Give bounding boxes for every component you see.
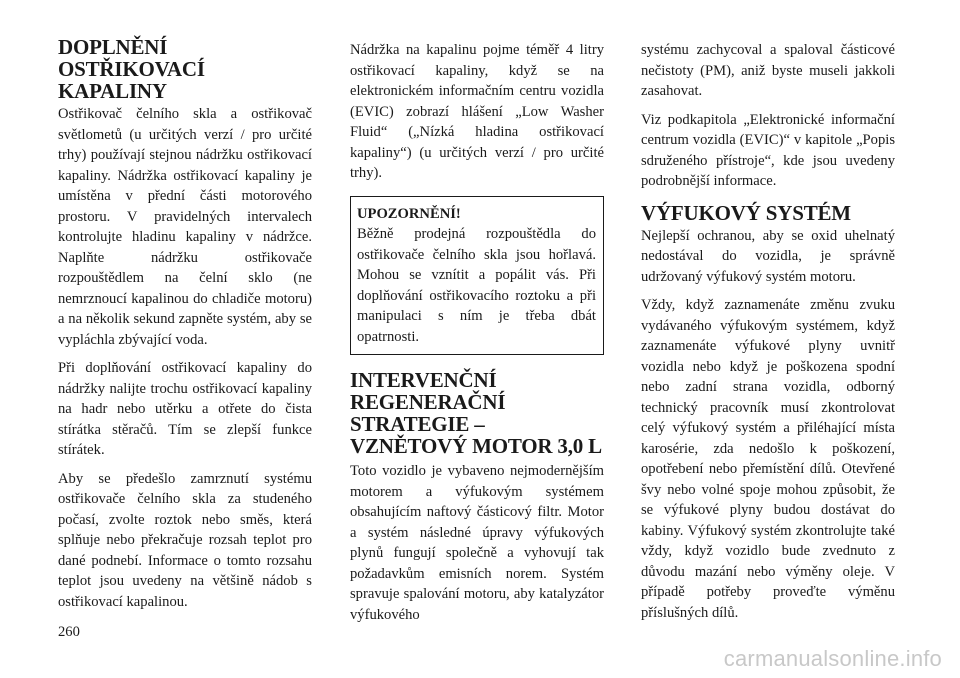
paragraph: Nádržka na kapalinu pojme téměř 4 litry ostřikovací kapaliny, když se na elektronickém informačním centru vozidla (EVIC) zobrazí hlášení „Low Washer Fluid“ („Nízká hladina ostřikovací kapaliny“) (u určitých verzí / pro určité trhy). — [350, 42, 604, 181]
heading-exhaust-system: VÝFUKOVÝ SYSTÉM — [641, 200, 851, 225]
paragraph: Viz podkapitola „Elektronické informační centrum vozidla (EVIC)“ v kapitole „Popis sdruženého přístroje“, kde jsou uvedeny podrobnější informace. — [641, 111, 895, 189]
heading-washer-fluid: DOPLNĚNÍ OSTŘIKOVACÍ KAPALINY — [58, 35, 205, 103]
paragraph: Vždy, když zaznamenáte změnu zvuku vydávaného výfukovým systémem, když zaznamenáte výfukové plyny uvnitř vozidla nebo když je poškozena spodní nebo zadní strana vozidla, odborný technický pracovník musí zkontrolovat celý výfukový systém a přiléhající místa karosérie, zda nedošlo k poškození, opotřebení nebo přemístění dílů. Otevřené švy nebo volné spoje mohou způsobit, že se výfukové plyny budou dostávat do kabiny. Výfukový systém zkontrolujte také vždy, když vozidlo bude zvednuto z důvodu mazání nebo výměny oleje. V případě potřeby proveďte výměnu příslušných dílů. — [641, 297, 895, 621]
warning-box — [350, 196, 604, 356]
paragraph: Při doplňování ostřikovací kapaliny do nádržky nalijte trochu ostřikovací kapaliny na hadr nebo utěrku a otřete do čista stírátka stěračů. Tím se zlepší funkce stírátek. — [58, 360, 312, 458]
page-number: 260 — [58, 624, 80, 640]
paragraph: Toto vozidlo je vybaveno nejmodernějším motorem a výfukovým systémem obsahujícím naftový částicový filtr. Motor a systém následné úpravy výfukových plynů fungují společně a vyhovují tak požadavkům emisních norem. Systém spravuje spalování motoru, aby katalyzátor výfukového — [350, 463, 604, 623]
warning-text: Běžně prodejná rozpouštědla do ostřikovače čelního skla jsou hořlavá. Mohou se vznítit a popálit vás. Při doplňování ostřikovacího roztoku a při manipulaci s ním je třeba dbát opatrnosti. — [357, 226, 596, 345]
column-middle — [350, 40, 604, 625]
paragraph: systému zachycoval a spaloval částicové nečistoty (PM), aniž byste museli jakkoli zasahovat. — [641, 42, 895, 99]
column-left — [58, 36, 312, 612]
warning-title: UPOZORNĚNÍ! — [357, 205, 461, 222]
paragraph: Ostřikovač čelního skla a ostřikovač světlometů (u určitých verzí / pro určité trhy) používají stejnou nádržku ostřikovací kapaliny. Nádržka ostřikovací kapaliny je umístěna v přední části motorového prostoru. V pravidelných intervalech kontrolujte hladinu kapaliny v nádržce. Naplňte nádržku ostřikovače rozpouštědlem na čelní sklo (ne nemrznoucí kapalinou do chladiče motoru) a na několik sekund zapněte systém, aby se vypláchla zbývající voda. — [58, 106, 312, 348]
heading-regeneration-strategy: INTERVENČNÍ REGENERAČNÍ STRATEGIE – VZNĚTOVÝ MOTOR 3,0 L — [350, 368, 602, 458]
watermark: carmanualsonline.info — [723, 646, 942, 671]
column-right — [641, 40, 895, 623]
paragraph: Aby se předešlo zamrznutí systému ostřikovače čelního skla za studeného počasí, zvolte roztok nebo směs, která splňuje nebo překračuje rozsah teplot pro dané podnebí. Informace o tomto rozsahu teplot jsou uvedeny na většině nádob s ostřikovací kapalinou. — [58, 470, 312, 610]
paragraph: Nejlepší ochranou, aby se oxid uhelnatý nedostával do vozidla, je správně udržovaný výfukový systém motoru. — [641, 227, 895, 285]
